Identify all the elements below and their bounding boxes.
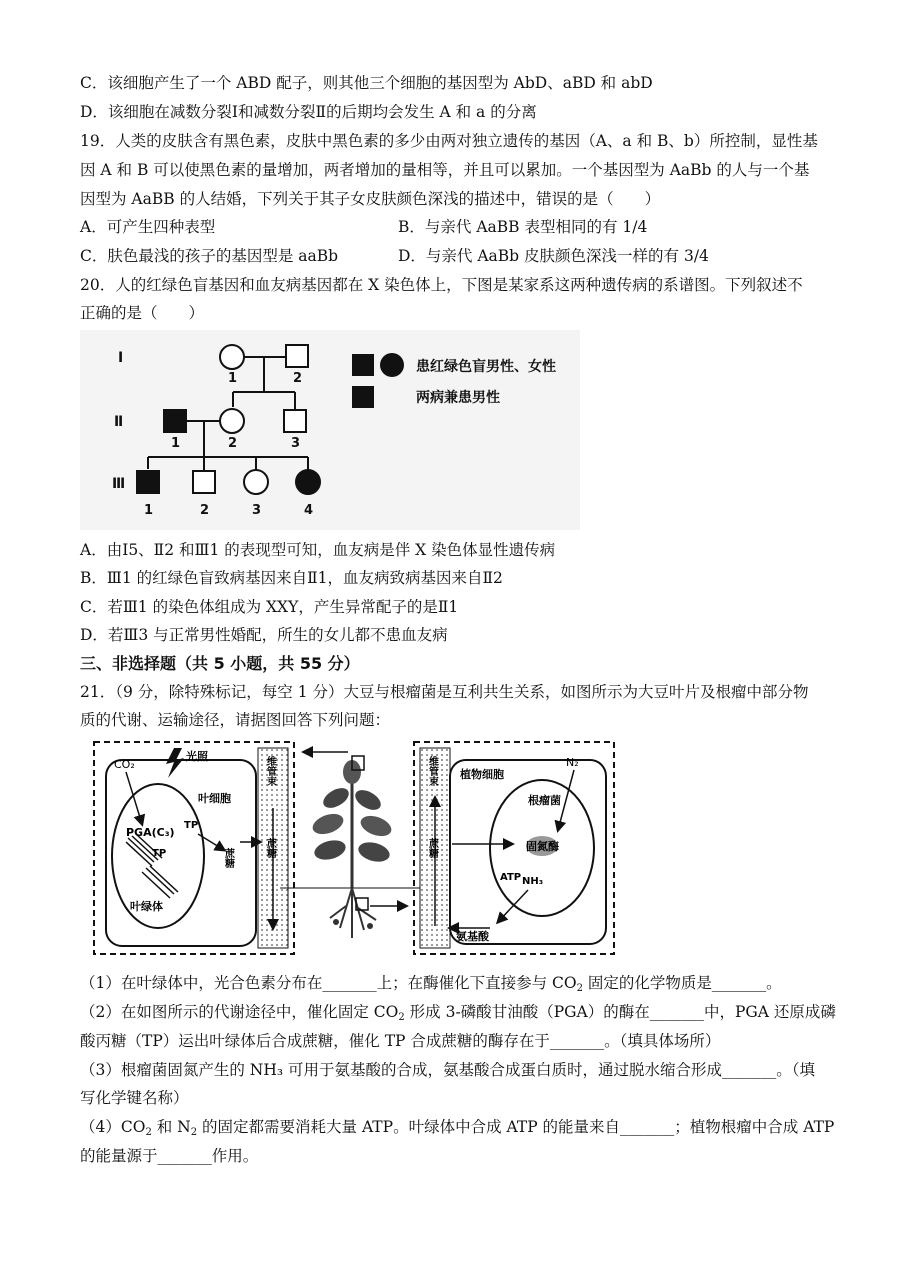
q20-option-b: B．Ⅲ1 的红绿色盲致病基因来自Ⅱ1，血友病致病基因来自Ⅱ2	[80, 569, 503, 587]
q19-stem-line2: 因 A 和 B 可以使黑色素的量增加，两者增加的量相等，并且可以累加。一个基因型为 AaBb 的人与一个基	[80, 161, 810, 179]
label-pga: PGA(C₃)	[126, 826, 175, 839]
ind-i1: 1	[228, 371, 238, 386]
label-rhizobia: 根瘤菌	[528, 794, 561, 807]
ind-iii2: 2	[200, 503, 210, 518]
ind-i2: 2	[293, 371, 303, 386]
pedigree-chart	[80, 330, 580, 530]
q21-stem-line1: 21．（9 分，除特殊标记，每空 1 分）大豆与根瘤菌是互利共生关系，如图所示为大豆叶片及根瘤中部分物	[80, 683, 809, 701]
q20-option-a: A．由Ⅰ5、Ⅱ2 和Ⅲ1 的表现型可知，血友病是伴 X 染色体显性遗传病	[80, 541, 556, 559]
label-vascular-left: 维管束	[264, 756, 276, 786]
label-light: 光照	[186, 750, 208, 763]
ind-iii4: 4	[304, 503, 314, 518]
q20-stem-line1: 20．人的红绿色盲基因和血友病基因都在 X 染色体上，下图是某家系这两种遗传病的系谱图。下列叙述不	[80, 276, 803, 294]
label-amino-acid: 氨基酸	[456, 930, 489, 943]
label-vascular-right: 维管束	[426, 756, 438, 786]
label-nh3: NH₃	[522, 876, 544, 887]
label-atp: ATP	[500, 872, 522, 883]
ind-ii3: 3	[291, 436, 301, 451]
q19-option-a: A．可产生四种表型	[80, 218, 216, 236]
lightning-icon	[166, 748, 184, 778]
q21-part1: （1）在叶绿体中，光合色素分布在_______上；在酶催化下直接参与 $CO_2$ 固定的化学物质是_______。	[80, 974, 782, 994]
q21-stem-line2: 质的代谢、运输途径，请据图回答下列问题：	[80, 711, 391, 729]
q19-option-d: D．与亲代 AaBb 皮肤颜色深浅一样的有 3/4	[398, 247, 709, 265]
pedigree-i1-female	[220, 345, 244, 369]
section-heading: 三、非选择题（共 5 小题，共 55 分）	[80, 654, 360, 673]
ind-iii3: 3	[252, 503, 262, 518]
soybean-plant-illustration	[280, 756, 420, 938]
q18-option-d: D．该细胞在减数分裂Ⅰ和减数分裂Ⅱ的后期均会发生 A 和 a 的分离	[80, 103, 537, 121]
q21-part2-line2: 酸丙糖（TP）运出叶绿体后合成蔗糖，催化 TP 合成蔗糖的酶存在于_______。（填具体场所）	[80, 1032, 721, 1050]
pedigree-iii3-female	[244, 470, 268, 494]
label-co2: CO₂	[114, 758, 135, 771]
label-tp-lower: TP	[152, 848, 167, 859]
pedigree-i2-male	[286, 345, 308, 367]
q20-option-d: D．若Ⅲ3 与正常男性婚配，所生的女儿都不患血友病	[80, 626, 448, 644]
q21-part3-line2: 写化学键名称）	[80, 1089, 189, 1107]
ind-ii2: 2	[228, 436, 238, 451]
q20-option-c: C．若Ⅲ1 的染色体组成为 XXY，产生异常配子的是Ⅱ1	[80, 598, 459, 616]
label-plant-cell: 植物细胞	[460, 768, 504, 781]
label-tp-upper: TP	[184, 820, 199, 831]
label-sucrose-vascular-left: 蔗糖	[264, 838, 276, 858]
q20-stem-line2: 正确的是（ ）	[80, 304, 205, 322]
gen-label-iii: Ⅲ	[112, 476, 126, 492]
label-leaf-cell: 叶细胞	[198, 792, 231, 805]
label-sucrose-vascular-right: 蔗糖	[426, 838, 438, 858]
pedigree-ii2-female	[220, 409, 244, 433]
q21-part2-line1: （2）在如图所示的代谢途径中，催化固定 $CO_2$ 形成 3-磷酸甘油酸（PGA）的酶在_______中，PGA 还原成磷	[80, 1003, 836, 1023]
q21-part4-line2: 的能量源于_______作用。	[80, 1147, 259, 1165]
pedigree-iii1-male-affected	[137, 471, 159, 493]
legend-colorblind-label: 患红绿色盲男性、女性	[416, 359, 556, 375]
label-sucrose-cell: 蔗糖	[222, 848, 234, 868]
q19-option-c: C．肤色最浅的孩子的基因型是 aaBb	[80, 247, 339, 265]
q19-option-b: B．与亲代 AaBB 表型相同的有 1/4	[398, 218, 648, 236]
ind-ii1: 1	[171, 436, 181, 451]
legend-both-diseases-label: 两病兼患男性	[416, 390, 500, 406]
q18-option-c: C．该细胞产生了一个 ABD 配子，则其他三个细胞的基因型为 AbD、aBD 和 abD	[80, 74, 653, 92]
legend-female-colorblind-symbol	[380, 353, 404, 377]
pedigree-ii3-male	[284, 410, 306, 432]
label-n2: N₂	[566, 756, 579, 769]
gen-label-ii: Ⅱ	[114, 414, 124, 430]
pedigree-iii4-female-affected	[296, 470, 320, 494]
gen-label-i: Ⅰ	[118, 350, 124, 366]
ind-iii1: 1	[144, 503, 154, 518]
q21-part3-line1: （3）根瘤菌固氮产生的 NH₃ 可用于氨基酸的合成，氨基酸合成蛋白质时，通过脱水缩合形成_______。（填	[80, 1061, 816, 1079]
pedigree-iii2-male	[193, 471, 215, 493]
q21-part4-line1: $(4)CO_2$ 和 $N_2$ 的固定都需要消耗大量 ATP。叶绿体中合成 ATP 的能量来自_______；植物根瘤中合成 ATP	[80, 1118, 835, 1138]
label-chloroplast: 叶绿体	[130, 900, 163, 913]
grana-stacks	[126, 834, 178, 898]
label-nitrogenase: 固氮酶	[526, 840, 559, 853]
soybean-metabolism-diagram	[90, 738, 618, 960]
q19-stem-line3: 因型为 AaBB 的人结婚，下列关于其子女皮肤颜色深浅的描述中，错误的是（ ）	[80, 190, 661, 208]
q19-stem-line1: 19．人类的皮肤含有黑色素，皮肤中黑色素的多少由两对独立遗传的基因（A、a 和 B、b）所控制，显性基	[80, 132, 818, 150]
pedigree-ii1-male-affected	[164, 410, 186, 432]
legend-both-diseases-symbol	[352, 386, 374, 408]
legend-male-colorblind-symbol	[352, 354, 374, 376]
